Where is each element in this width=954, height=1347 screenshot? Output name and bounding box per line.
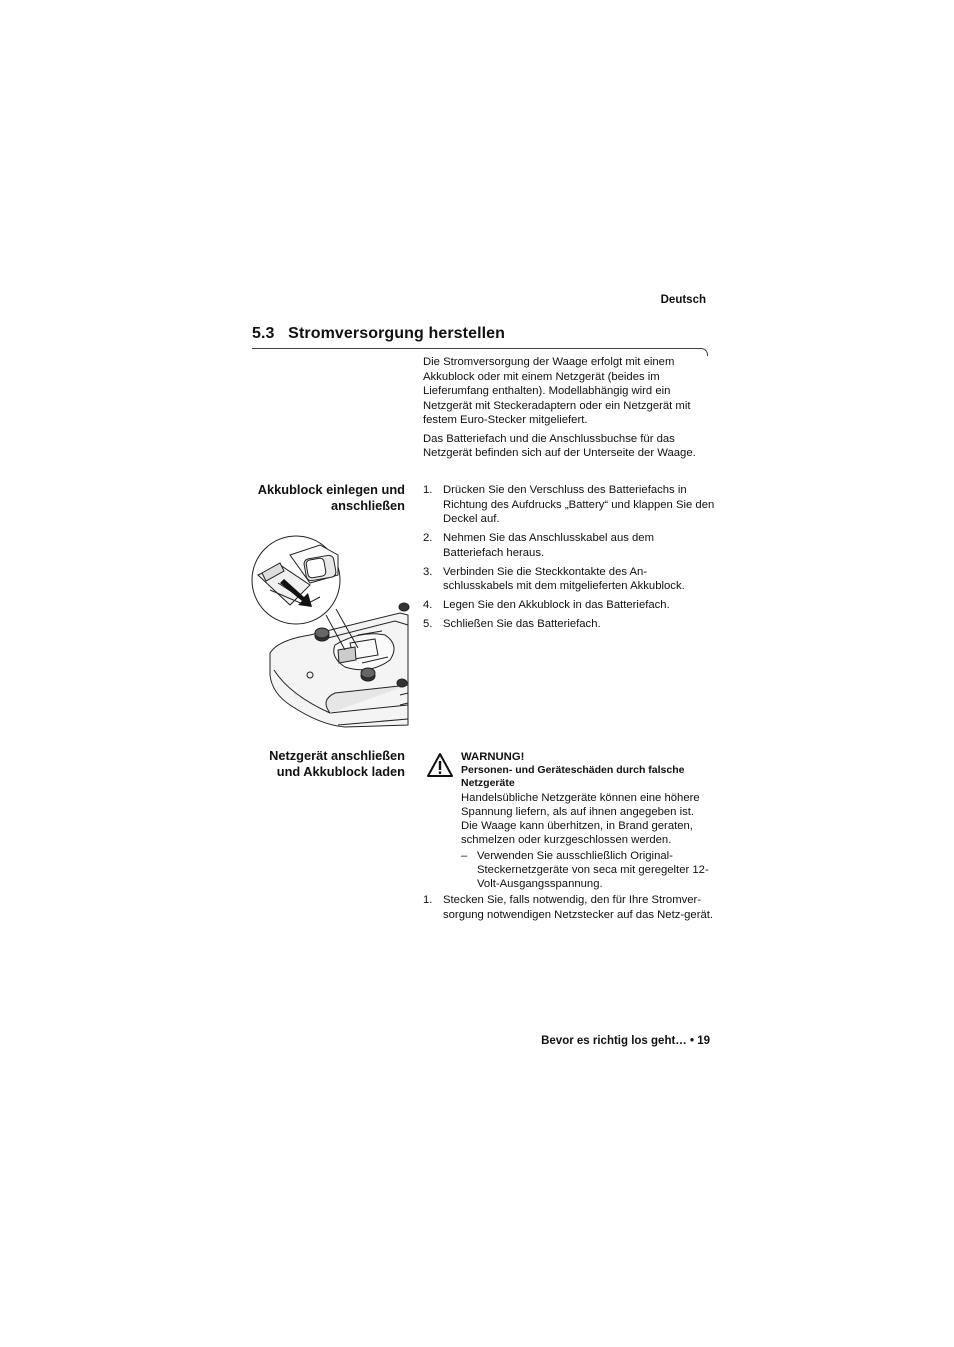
- netz-heading-line-2: und Akkublock laden: [276, 764, 405, 779]
- step-text: Drücken Sie den Verschluss des Batteriefachs in Richtung des Aufdrucks „Battery“ und klappen Sie den Deckel auf.: [443, 484, 715, 525]
- intro-text: [423, 355, 713, 465]
- step-number: 2.: [423, 532, 433, 544]
- warning-subtitle: Personen- und Geräteschäden durch falsche Netzgeräte: [461, 764, 685, 789]
- netz-steps: [423, 893, 715, 927]
- page-footer: Bevor es richtig los geht… • 19: [541, 1035, 710, 1047]
- step-text: Legen Sie den Akkublock in das Batteriefach.: [443, 599, 670, 611]
- list-item: [423, 893, 715, 922]
- akku-heading-line-1: Akkublock einlegen und: [257, 482, 405, 497]
- step-text: Schließen Sie das Batteriefach.: [443, 618, 601, 630]
- list-item: [423, 531, 715, 560]
- step-text: Stecken Sie, falls notwendig, den für Ihre Stromver-sorgung notwendigen Netzstecker auf das Netz-gerät.: [443, 894, 714, 921]
- section-rule: [252, 348, 702, 349]
- akku-steps: [423, 483, 715, 636]
- list-item: [423, 617, 715, 632]
- warning-triangle-icon: [426, 752, 454, 778]
- step-number: 4.: [423, 599, 433, 611]
- step-number: 1.: [423, 894, 433, 906]
- warning-body: Handelsübliche Netzgeräte können eine höhere Spannung liefern, als auf ihnen angegeben ist. Die Waage kann überhitzen, in Brand geraten, schmelzen oder kurzgeschlossen werden.: [461, 792, 700, 846]
- netz-heading: [230, 748, 405, 780]
- intro-paragraph-2: Das Batteriefach und die Anschlussbuchse für das Netzgerät befinden sich auf der Unterseite der Waage.: [423, 432, 696, 459]
- battery-compartment-illustration: [250, 535, 410, 735]
- warning-title: WARNUNG!: [461, 751, 525, 763]
- step-number: 5.: [423, 618, 433, 630]
- dash-marker: –: [461, 850, 468, 862]
- step-text: Nehmen Sie das Anschlusskabel aus dem Batteriefach heraus.: [443, 532, 654, 559]
- list-item: [423, 483, 715, 527]
- warning-box: [461, 750, 713, 891]
- akku-heading: [230, 482, 405, 514]
- step-number: 1.: [423, 484, 433, 496]
- list-item: [423, 565, 715, 594]
- warning-bullet: [461, 849, 713, 891]
- step-text: Verbinden Sie die Steckkontakte des An-schlusskabels mit dem mitgelieferten Akkublock.: [443, 565, 685, 592]
- warning-bullet-text: Verwenden Sie ausschließlich Original-Steckernetzgeräte von seca mit geregelter 12-Volt-Ausgangsspannung.: [477, 850, 709, 890]
- list-item: [423, 598, 715, 613]
- section-title: 5.3 Stromversorgung herstellen: [252, 325, 506, 342]
- language-label: Deutsch: [660, 294, 706, 306]
- netz-heading-line-1: Netzgerät anschließen: [269, 748, 405, 763]
- intro-paragraph-1: Die Stromversorgung der Waage erfolgt mit einem Akkublock oder mit einem Netzgerät (beides im Lieferumfang enthalten). Modellabhängig wird ein Netzgerät mit Steckeradaptern oder ein Netzgerät mit festem Euro-Stecker mitgeliefert.: [423, 356, 691, 426]
- step-number: 3.: [423, 565, 433, 578]
- akku-heading-line-2: anschließen: [331, 498, 405, 513]
